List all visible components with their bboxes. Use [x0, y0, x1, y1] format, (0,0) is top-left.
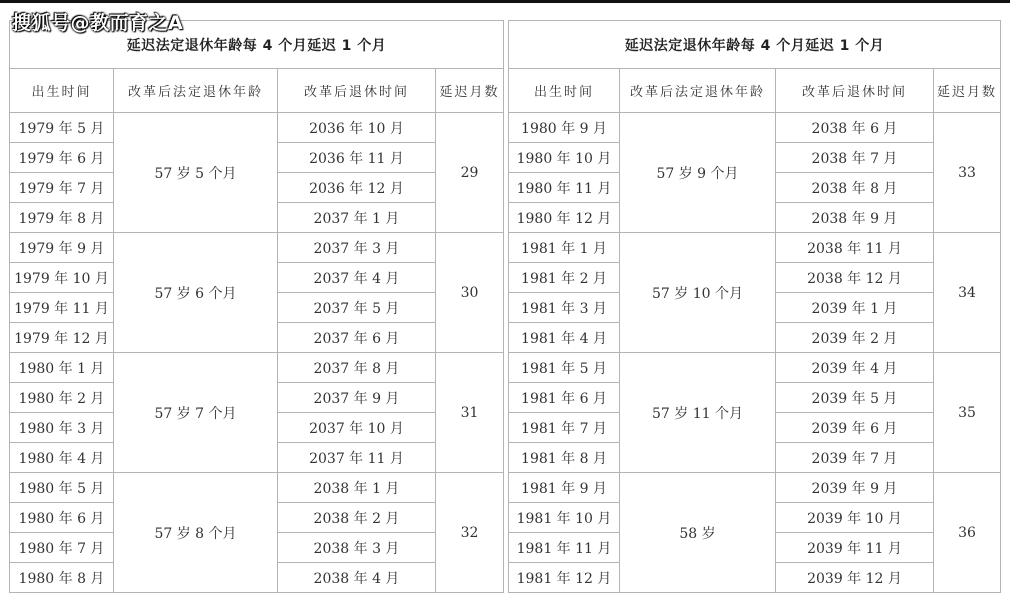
- retirement-age-cell: 57 岁 6 个月: [114, 233, 278, 353]
- birth-time-cell: 1981 年 12 月: [509, 563, 620, 593]
- delay-months-cell: 31: [436, 353, 504, 473]
- retirement-age-cell: 57 岁 5 个月: [114, 113, 278, 233]
- birth-time-cell: 1980 年 1 月: [10, 353, 114, 383]
- birth-time-cell: 1979 年 10 月: [10, 263, 114, 293]
- retirement-time-cell: 2036 年 11 月: [278, 143, 436, 173]
- birth-time-cell: 1979 年 11 月: [10, 293, 114, 323]
- birth-time-cell: 1979 年 7 月: [10, 173, 114, 203]
- delay-months-cell: 30: [436, 233, 504, 353]
- retirement-time-cell: 2038 年 11 月: [776, 233, 934, 263]
- retirement-time-cell: 2039 年 1 月: [776, 293, 934, 323]
- retirement-age-cell: 57 岁 7 个月: [114, 353, 278, 473]
- birth-time-cell: 1979 年 5 月: [10, 113, 114, 143]
- table-title-row: [509, 21, 1001, 69]
- retirement-time-cell: 2039 年 12 月: [776, 563, 934, 593]
- retirement-time-cell: 2038 年 4 月: [278, 563, 436, 593]
- retirement-time-cell: 2038 年 3 月: [278, 533, 436, 563]
- top-edge-bar: [0, 0, 1010, 3]
- table-header-row: [10, 69, 504, 113]
- birth-time-cell: 1980 年 10 月: [509, 143, 620, 173]
- birth-time-cell: 1980 年 7 月: [10, 533, 114, 563]
- birth-time-cell: 1981 年 11 月: [509, 533, 620, 563]
- retirement-time-cell: 2038 年 8 月: [776, 173, 934, 203]
- retirement-time-cell: 2038 年 6 月: [776, 113, 934, 143]
- table-row: [10, 233, 504, 263]
- header-delay-months: 延迟月数: [934, 69, 1001, 113]
- retirement-time-cell: 2038 年 9 月: [776, 203, 934, 233]
- birth-time-cell: 1980 年 4 月: [10, 443, 114, 473]
- birth-time-cell: 1981 年 3 月: [509, 293, 620, 323]
- table-header-row: [509, 69, 1001, 113]
- birth-time-cell: 1979 年 6 月: [10, 143, 114, 173]
- birth-time-cell: 1981 年 1 月: [509, 233, 620, 263]
- retirement-time-cell: 2037 年 5 月: [278, 293, 436, 323]
- birth-time-cell: 1980 年 12 月: [509, 203, 620, 233]
- table-row: [10, 113, 504, 143]
- birth-time-cell: 1981 年 9 月: [509, 473, 620, 503]
- birth-time-cell: 1979 年 8 月: [10, 203, 114, 233]
- table-row: [509, 113, 1001, 143]
- retirement-age-cell: 58 岁: [620, 473, 776, 593]
- retirement-age-cell: 57 岁 9 个月: [620, 113, 776, 233]
- birth-time-cell: 1981 年 10 月: [509, 503, 620, 533]
- birth-time-cell: 1980 年 6 月: [10, 503, 114, 533]
- birth-time-cell: 1979 年 9 月: [10, 233, 114, 263]
- header-birth-time: 出生时间: [509, 69, 620, 113]
- retirement-time-cell: 2038 年 7 月: [776, 143, 934, 173]
- retirement-time-cell: 2037 年 6 月: [278, 323, 436, 353]
- retirement-time-cell: 2037 年 11 月: [278, 443, 436, 473]
- header-retirement-time: 改革后退休时间: [776, 69, 934, 113]
- birth-time-cell: 1980 年 11 月: [509, 173, 620, 203]
- retirement-time-cell: 2037 年 8 月: [278, 353, 436, 383]
- retirement-time-cell: 2036 年 12 月: [278, 173, 436, 203]
- birth-time-cell: 1981 年 7 月: [509, 413, 620, 443]
- birth-time-cell: 1981 年 6 月: [509, 383, 620, 413]
- retirement-time-cell: 2038 年 2 月: [278, 503, 436, 533]
- header-delay-months: 延迟月数: [436, 69, 504, 113]
- delay-months-cell: 36: [934, 473, 1001, 593]
- retirement-time-cell: 2037 年 1 月: [278, 203, 436, 233]
- birth-time-cell: 1981 年 8 月: [509, 443, 620, 473]
- retirement-age-cell: 57 岁 10 个月: [620, 233, 776, 353]
- table-row: [509, 353, 1001, 383]
- delay-months-cell: 32: [436, 473, 504, 593]
- retirement-time-cell: 2039 年 5 月: [776, 383, 934, 413]
- birth-time-cell: 1979 年 12 月: [10, 323, 114, 353]
- header-birth-time: 出生时间: [10, 69, 114, 113]
- birth-time-cell: 1981 年 5 月: [509, 353, 620, 383]
- retirement-time-cell: 2039 年 7 月: [776, 443, 934, 473]
- delay-months-cell: 33: [934, 113, 1001, 233]
- retirement-time-cell: 2039 年 4 月: [776, 353, 934, 383]
- retirement-time-cell: 2037 年 3 月: [278, 233, 436, 263]
- birth-time-cell: 1981 年 2 月: [509, 263, 620, 293]
- table-title: 延迟法定退休年龄每 4 个月延迟 1 个月: [509, 21, 1001, 69]
- retirement-age-cell: 57 岁 11 个月: [620, 353, 776, 473]
- retirement-time-cell: 2039 年 6 月: [776, 413, 934, 443]
- retirement-time-cell: 2036 年 10 月: [278, 113, 436, 143]
- retirement-time-cell: 2037 年 10 月: [278, 413, 436, 443]
- table-row: [10, 473, 504, 503]
- retirement-table-right: [508, 20, 1001, 593]
- retirement-time-cell: 2037 年 9 月: [278, 383, 436, 413]
- retirement-table-left: [9, 20, 504, 593]
- birth-time-cell: 1980 年 2 月: [10, 383, 114, 413]
- retirement-time-cell: 2038 年 1 月: [278, 473, 436, 503]
- header-retirement-age: 改革后法定退休年龄: [620, 69, 776, 113]
- retirement-time-cell: 2039 年 10 月: [776, 503, 934, 533]
- birth-time-cell: 1981 年 4 月: [509, 323, 620, 353]
- retirement-time-cell: 2039 年 9 月: [776, 473, 934, 503]
- header-retirement-age: 改革后法定退休年龄: [114, 69, 278, 113]
- table-row: [10, 353, 504, 383]
- watermark: 搜狐号@教而育之A: [12, 12, 184, 34]
- retirement-time-cell: 2038 年 12 月: [776, 263, 934, 293]
- delay-months-cell: 29: [436, 113, 504, 233]
- birth-time-cell: 1980 年 9 月: [509, 113, 620, 143]
- header-retirement-time: 改革后退休时间: [278, 69, 436, 113]
- birth-time-cell: 1980 年 3 月: [10, 413, 114, 443]
- retirement-age-cell: 57 岁 8 个月: [114, 473, 278, 593]
- delay-months-cell: 34: [934, 233, 1001, 353]
- table-row: [509, 233, 1001, 263]
- retirement-time-cell: 2039 年 11 月: [776, 533, 934, 563]
- table-title: 延迟法定退休年龄每 4 个月延迟 1 个月: [10, 21, 504, 69]
- birth-time-cell: 1980 年 8 月: [10, 563, 114, 593]
- retirement-time-cell: 2039 年 2 月: [776, 323, 934, 353]
- delay-months-cell: 35: [934, 353, 1001, 473]
- birth-time-cell: 1980 年 5 月: [10, 473, 114, 503]
- table-row: [509, 473, 1001, 503]
- retirement-time-cell: 2037 年 4 月: [278, 263, 436, 293]
